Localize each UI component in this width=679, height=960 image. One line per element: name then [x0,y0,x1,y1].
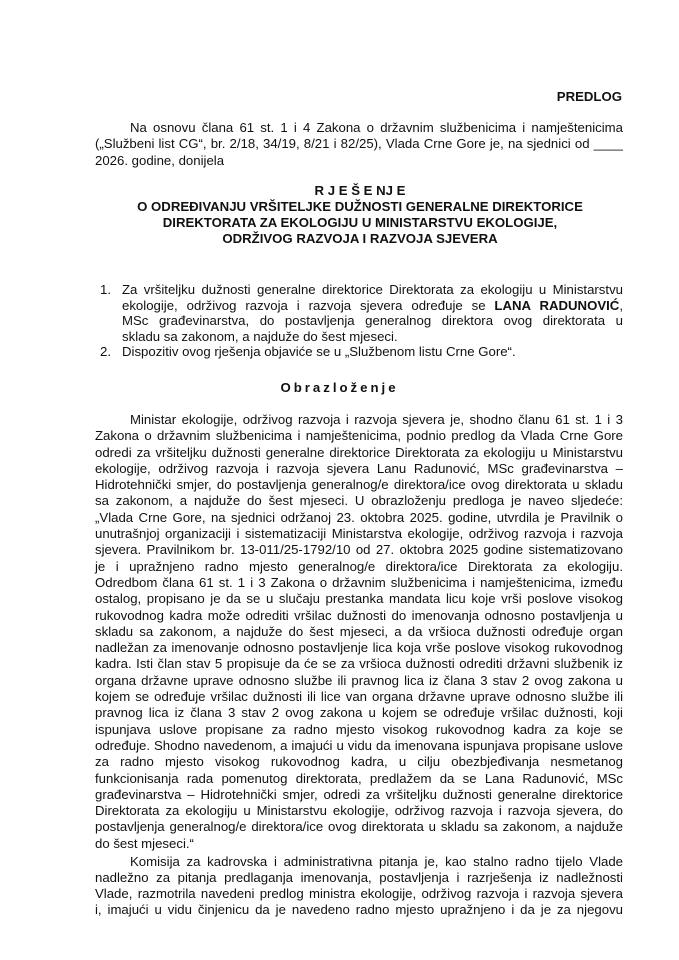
title-heading: R J E Š E NJ E [314,183,406,198]
text-line: ostalog, propisano je da se u slučaju prestanka mandata licu koje vrši poslove visokog [95,591,623,607]
title-line: ODRŽIVOG RAZVOJA I RAZVOJA SJEVERA [222,231,498,246]
text-line: Hidrotehnički smjer, do postavljenja generalnog/e direktora/ice ovog direktorata u skladu [95,477,623,493]
document-title [60,183,660,247]
reasoning-body [95,412,623,919]
text-line: Dispozitiv ovog rješenja objaviće se u „Službenom listu Crne Gore“. [122,344,516,359]
appointee-name: LANA RADUNOVIĆ [494,297,620,313]
text-line: za radno mjesto visokog rukovodnog kadra, u cilju obezbjeđivanja nesmetanog [95,754,623,770]
text-span: , [619,297,623,313]
text-line: Komisija za kadrovska i administrativna pitanja je, kao stalno radno tijelo Vlade [130,853,623,869]
reasoning-paragraph [95,854,623,919]
text-line: Za vršiteljku dužnosti generalne direktorice Direktorata za ekologiju u Ministarstvu [122,282,623,297]
text-line: nadležan za imenovanje odnosno postavljenje lica koja vrše poslove visokog rukovodnog [95,640,623,656]
text-line: Vlade, razmotrila navedeni predlog ministra ekologije, održivog razvoja i razvoja sjevera [95,886,623,902]
text-line: („Službeni list CG“, br. 2/18, 34/19, 8/21 i 82/25), Vlada Crne Gore je, na sjednici od ____ [95,136,623,152]
text-line: postavljenja generalnog/e direktora/ice ovog direktorata u skladu sa zakonom, a najduže [95,819,623,835]
preamble-paragraph [95,120,623,169]
text-line: funkcionisanja rada pomenutog direktorata, predlažem da se Lana Radunović, MSc [95,770,623,786]
text-line: građevinarstva – Hidrotehnički smjer, odredi za vršiteljku dužnosti generalne direktorice [95,786,623,802]
text-line: 2026. godine, donijela [95,152,225,168]
text-line: kadra. Isti član stav 5 propisuje da će se za vršioca dužnosti odrediti državni službenik iz [95,656,623,672]
text-line: unutrašnjoj organizaciji i sistematizaciji Ministarstva ekologije, održivog razvoja i razvoja [95,526,623,542]
list-item [100,344,623,360]
text-line: skladu sa zakonom, a najduže do šest mjeseci, a da vršioca dužnosti određuje organ [95,623,623,639]
text-line: kojem se određuje vršilac dužnosti ili lice van organa državne uprave odnosno službe ili [95,689,623,705]
document-status-label: PREDLOG [556,89,622,104]
text-line: rukovodnog kadra može odrediti vršilac dužnosti do imenovanja odnosno postavljenja u [95,607,623,623]
text-line: Na osnovu člana 61 st. 1 i 4 Zakona o državnim službenicima i namještenicima [130,120,623,135]
text-line: Ministar ekologije, održivog razvoja i razvoja sjevera je, shodno članu 61 st. 1 i 3 [130,412,623,427]
reasoning-paragraph [95,412,623,852]
text-line: skladu sa zakonom, a najduže do šest mjeseci. [122,328,398,344]
text-line: pravnog lica iz člana 3 stav 2 ovog zakona u kojem se određuje vršilac dužnosti, koji [95,705,623,721]
text-line: Odredbom člana 61 st. 1 i 3 Zakona o državnim službenicima i namještenicima, između [95,574,623,590]
text-line: ispunjava uslove propisane za radno mjesto visokog rukovodnog kadra za koje se [95,721,623,737]
text-line: je i upražnjeno radno mjesto generalnog/e direktora/ice Direktorata za ekologiju. [95,558,623,574]
text-line: „Vlada Crne Gore, na sjednici održanoj 23. oktobra 2025. godine, utvrdila je Pravilnik o [95,509,623,525]
text-line: Zakona o državnim službenicima i namještenicima, podnio predlog da Vlada Crne Gore [95,428,623,444]
text-line: Direktorata za ekologiju u Ministarstvu ekologije, održivog razvoja i razvoja sjevera, do [95,803,623,819]
text-line: ekologije, održivog razvoja i razvoja sjevera Lanu Radunović, MSc građevinarstva – [95,460,623,476]
reasoning-heading: Obrazloženje [280,380,399,395]
text-line: i, imajući u vidu činjenicu da je navedeno radno mjesto upražnjeno i da je za njegovu [95,902,623,918]
text-span: ekologije, održivog razvoja i razvoja sjevera određuje se [122,297,495,313]
text-line: sa zakonom, a najduže do šest mjeseci. U obrazloženju predloga je naveo sljedeće: [95,493,623,509]
text-line: MSc građevinarstva, do postavljenja generalnog direktora ovog direktorata u [122,313,623,328]
list-item [100,282,623,344]
text-line: određuje. Shodno navedenom, a imajući u vidu da imenovana ispunjava propisane uslove [95,737,623,753]
title-line: O ODREĐIVANJU VRŠITELJKE DUŽNOSTI GENERALNE DIREKTORICE [137,199,583,214]
text-line: nadležno za pitanja predlaganja imenovanja, postavljenja i razrješenja iz nadležnosti [95,869,623,885]
text-line: do šest mjeseci.“ [95,835,194,851]
text-line: sjevera. Pravilnikom br. 13-011/25-1792/10 od 27. oktobra 2025 godine sistematizovano [95,542,623,558]
list-number: 1. [100,282,111,297]
text-line: odredi za vršiteljku dužnosti generalne direktorice Direktorata za ekologiju u Ministarstvu [95,444,623,460]
list-number: 2. [100,344,111,359]
text-line: organa državne uprave odnosno službe ili pravnog lica iz člana 3 stav 2 ovog zakona u [95,672,623,688]
decision-list [100,282,623,360]
title-line: DIREKTORATA ZA EKOLOGIJU U MINISTARSTVU EKOLOGIJE, [162,215,558,230]
text-line [122,298,623,314]
